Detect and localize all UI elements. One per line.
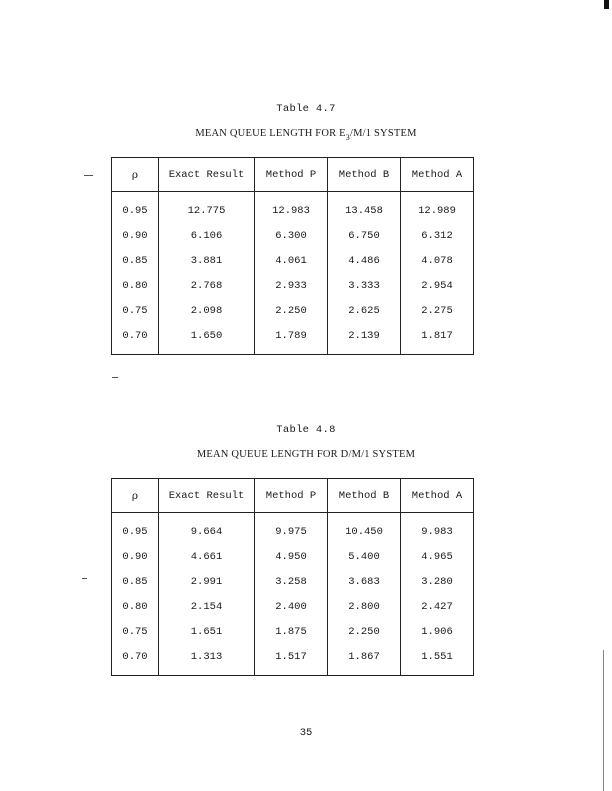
table-4-7-title-subscript: 3 [345, 133, 350, 143]
cell-exact: 1.651 [159, 619, 255, 644]
table-row [112, 513, 474, 545]
table-4-7-title-prefix: MEAN QUEUE LENGTH FOR E [195, 128, 346, 139]
scan-mark-top-right [604, 0, 609, 9]
cell-method-p: 6.300 [255, 223, 328, 248]
table-4-7-title [0, 128, 612, 141]
cell-method-a: 4.078 [401, 248, 474, 273]
cell-method-p: 1.875 [255, 619, 328, 644]
cell-method-b: 2.800 [328, 594, 401, 619]
cell-exact: 2.098 [159, 298, 255, 323]
cell-method-p: 2.933 [255, 273, 328, 298]
cell-method-b: 3.683 [328, 569, 401, 594]
table-4-8-title: MEAN QUEUE LENGTH FOR D/M/1 SYSTEM [196, 449, 416, 460]
cell-method-b: 4.486 [328, 248, 401, 273]
header-method-a: Method A [401, 479, 474, 513]
cell-exact: 2.991 [159, 569, 255, 594]
cell-method-a: 2.954 [401, 273, 474, 298]
cell-method-b: 13.458 [328, 192, 401, 224]
cell-method-p: 12.983 [255, 192, 328, 224]
cell-rho: 0.95 [112, 192, 159, 224]
table-4-8 [111, 478, 474, 676]
cell-method-p: 3.258 [255, 569, 328, 594]
cell-rho: 0.75 [112, 298, 159, 323]
cell-exact: 4.661 [159, 544, 255, 569]
scan-mark-left [84, 175, 93, 176]
cell-method-b: 6.750 [328, 223, 401, 248]
cell-rho: 0.70 [112, 644, 159, 676]
table-4-7-title-suffix: /M/1 SYSTEM [349, 128, 417, 139]
cell-rho: 0.85 [112, 569, 159, 594]
table-row [112, 323, 474, 355]
cell-method-b: 1.867 [328, 644, 401, 676]
cell-method-a: 4.965 [401, 544, 474, 569]
table-row [112, 594, 474, 619]
scan-edge-right [603, 650, 604, 791]
cell-method-b: 2.625 [328, 298, 401, 323]
table-row [112, 544, 474, 569]
cell-method-b: 10.450 [328, 513, 401, 545]
table-header-row [112, 158, 474, 192]
cell-method-b: 2.139 [328, 323, 401, 355]
header-rho: ρ [112, 158, 159, 192]
cell-method-p: 4.950 [255, 544, 328, 569]
scan-mark-left-2 [112, 377, 118, 378]
cell-method-a: 9.983 [401, 513, 474, 545]
cell-method-p: 2.400 [255, 594, 328, 619]
cell-rho: 0.95 [112, 513, 159, 545]
table-row [112, 248, 474, 273]
cell-rho: 0.90 [112, 544, 159, 569]
cell-exact: 3.881 [159, 248, 255, 273]
cell-method-a: 1.906 [401, 619, 474, 644]
cell-method-b: 5.400 [328, 544, 401, 569]
cell-method-a: 2.275 [401, 298, 474, 323]
cell-method-a: 2.427 [401, 594, 474, 619]
cell-exact: 1.313 [159, 644, 255, 676]
cell-method-p: 1.789 [255, 323, 328, 355]
cell-method-b: 3.333 [328, 273, 401, 298]
cell-exact: 1.650 [159, 323, 255, 355]
table-row [112, 569, 474, 594]
cell-exact: 12.775 [159, 192, 255, 224]
cell-exact: 2.154 [159, 594, 255, 619]
table-4-8-caption: Table 4.8 [276, 424, 336, 436]
cell-method-p: 2.250 [255, 298, 328, 323]
cell-method-a: 1.817 [401, 323, 474, 355]
table-row [112, 192, 474, 224]
cell-rho: 0.90 [112, 223, 159, 248]
table-4-7-caption: Table 4.7 [276, 103, 336, 115]
page-number: 35 [299, 727, 313, 739]
cell-method-p: 9.975 [255, 513, 328, 545]
table-header-row [112, 479, 474, 513]
cell-exact: 2.768 [159, 273, 255, 298]
header-exact-result: Exact Result [159, 158, 255, 192]
header-exact-result: Exact Result [159, 479, 255, 513]
table-row [112, 273, 474, 298]
scan-mark-left-3 [82, 578, 87, 579]
header-method-a: Method A [401, 158, 474, 192]
header-method-b: Method B [328, 479, 401, 513]
table-4-7 [111, 157, 474, 355]
header-method-p: Method P [255, 158, 328, 192]
table-row [112, 619, 474, 644]
cell-rho: 0.80 [112, 273, 159, 298]
cell-method-a: 12.989 [401, 192, 474, 224]
cell-method-p: 1.517 [255, 644, 328, 676]
cell-rho: 0.75 [112, 619, 159, 644]
cell-method-a: 6.312 [401, 223, 474, 248]
cell-exact: 9.664 [159, 513, 255, 545]
table-row [112, 223, 474, 248]
table-row [112, 644, 474, 676]
cell-exact: 6.106 [159, 223, 255, 248]
cell-rho: 0.85 [112, 248, 159, 273]
cell-method-p: 4.061 [255, 248, 328, 273]
cell-method-a: 1.551 [401, 644, 474, 676]
header-rho: ρ [112, 479, 159, 513]
header-method-p: Method P [255, 479, 328, 513]
cell-rho: 0.80 [112, 594, 159, 619]
header-method-b: Method B [328, 158, 401, 192]
cell-method-a: 3.280 [401, 569, 474, 594]
cell-method-b: 2.250 [328, 619, 401, 644]
cell-rho: 0.70 [112, 323, 159, 355]
table-row [112, 298, 474, 323]
